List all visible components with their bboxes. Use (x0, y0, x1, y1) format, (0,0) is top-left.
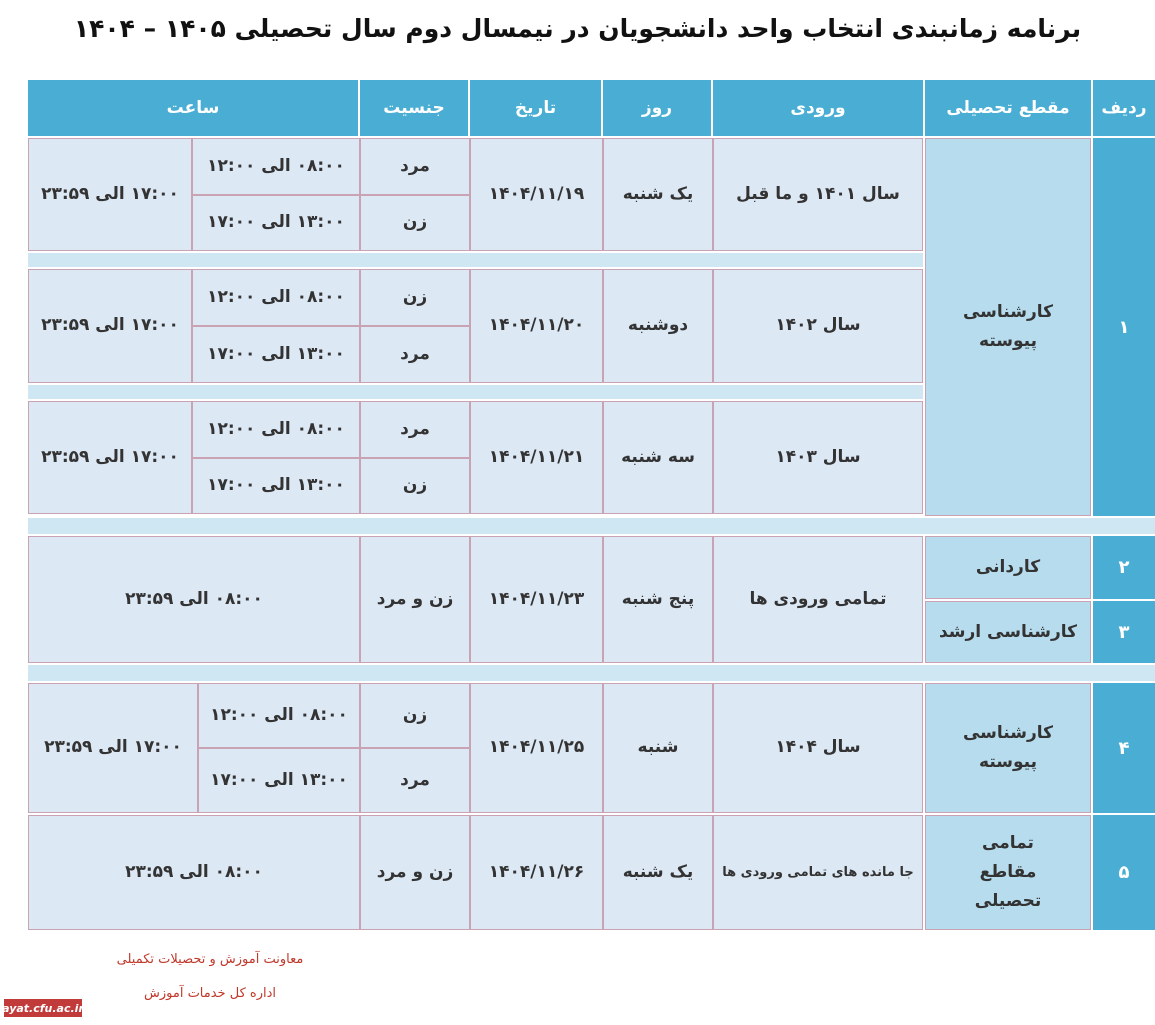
time-slot-cell: ۰۸:۰۰ الی ۱۲:۰۰ (192, 401, 360, 458)
header-date: تاریخ (470, 80, 601, 136)
level-cell-1: کارشناسی پیوسته (925, 138, 1091, 516)
date-cell: ۱۴۰۴/۱۱/۲۵ (470, 683, 603, 813)
header-day: روز (603, 80, 711, 136)
time-slot-cell: ۱۳:۰۰ الی ۱۷:۰۰ (192, 326, 360, 383)
day-cell: شنبه (603, 683, 713, 813)
time-cell: ۰۸:۰۰ الی ۲۳:۵۹ (28, 815, 360, 930)
row-number-3: ۳ (1093, 601, 1155, 663)
level-cell-4: کارشناسی پیوسته (925, 683, 1091, 813)
evening-time-cell: ۱۷:۰۰ الی ۲۳:۵۹ (28, 269, 192, 383)
row-number-1: ۱ (1093, 138, 1155, 516)
footer-line-1: معاونت آموزش و تحصیلات تکمیلی (116, 952, 304, 967)
date-cell: ۱۴۰۴/۱۱/۱۹ (470, 138, 603, 251)
date-cell: ۱۴۰۴/۱۱/۲۶ (470, 815, 603, 930)
header-time: ساعت (28, 80, 358, 136)
entry-cell: جا مانده های تمامی ورودی ها (713, 815, 923, 930)
gender-cell: مرد (360, 401, 470, 458)
gender-cell: زن (360, 683, 470, 748)
header-gender: جنسیت (360, 80, 468, 136)
entry-cell: سال ۱۴۰۲ (713, 269, 923, 383)
row-number-5: ۵ (1093, 815, 1155, 930)
gender-cell: زن (360, 269, 470, 326)
gender-cell: مرد (360, 138, 470, 195)
entry-cell: سال ۱۴۰۱ و ما قبل (713, 138, 923, 251)
row-separator (28, 253, 923, 267)
entry-cell: سال ۱۴۰۴ (713, 683, 923, 813)
day-cell: یک شنبه (603, 815, 713, 930)
footer-line-2: اداره کل خدمات آموزش (144, 986, 276, 1001)
time-slot-cell: ۰۸:۰۰ الی ۱۲:۰۰ (198, 683, 360, 748)
time-slot-cell: ۱۳:۰۰ الی ۱۷:۰۰ (198, 748, 360, 813)
row-number-2: ۲ (1093, 536, 1155, 599)
date-cell: ۱۴۰۴/۱۱/۲۳ (470, 536, 603, 663)
date-cell: ۱۴۰۴/۱۱/۲۰ (470, 269, 603, 383)
day-cell: پنج شنبه (603, 536, 713, 663)
page-title: برنامه زمانبندی انتخاب واحد دانشجویان در نیمسال دوم سال تحصیلی ۱۴۰۵ – ۱۴۰۴ (73, 14, 1082, 43)
evening-time-cell: ۱۷:۰۰ الی ۲۳:۵۹ (28, 401, 192, 514)
time-slot-cell: ۰۸:۰۰ الی ۱۲:۰۰ (192, 138, 360, 195)
time-slot-cell: ۰۸:۰۰ الی ۱۲:۰۰ (192, 269, 360, 326)
time-slot-cell: ۱۳:۰۰ الی ۱۷:۰۰ (192, 195, 360, 251)
evening-time-cell: ۱۷:۰۰ الی ۲۳:۵۹ (28, 683, 198, 813)
level-cell-2: کاردانی (925, 536, 1091, 599)
gender-cell: مرد (360, 748, 470, 813)
level-cell-5: تمامی مقاطع تحصیلی (925, 815, 1091, 930)
gender-cell: زن و مرد (360, 815, 470, 930)
header-row-no: ردیف (1093, 80, 1155, 136)
header-entry: ورودی (713, 80, 923, 136)
gender-cell: زن (360, 458, 470, 514)
evening-time-cell: ۱۷:۰۰ الی ۲۳:۵۹ (28, 138, 192, 251)
gender-cell: زن (360, 195, 470, 251)
level-cell-3: کارشناسی ارشد (925, 601, 1091, 663)
row-number-4: ۴ (1093, 683, 1155, 813)
day-cell: یک شنبه (603, 138, 713, 251)
day-cell: دوشنبه (603, 269, 713, 383)
gender-cell: مرد (360, 326, 470, 383)
entry-cell: سال ۱۴۰۳ (713, 401, 923, 514)
group-separator (28, 518, 1155, 534)
date-cell: ۱۴۰۴/۱۱/۲۱ (470, 401, 603, 514)
time-slot-cell: ۱۳:۰۰ الی ۱۷:۰۰ (192, 458, 360, 514)
website-badge[interactable]: ayat.cfu.ac.ir (4, 999, 82, 1017)
header-level: مقطع تحصیلی (925, 80, 1091, 136)
time-cell: ۰۸:۰۰ الی ۲۳:۵۹ (28, 536, 360, 663)
gender-cell: زن و مرد (360, 536, 470, 663)
entry-cell: تمامی ورودی ها (713, 536, 923, 663)
group-separator (28, 665, 1155, 681)
day-cell: سه شنبه (603, 401, 713, 514)
row-separator (28, 385, 923, 399)
